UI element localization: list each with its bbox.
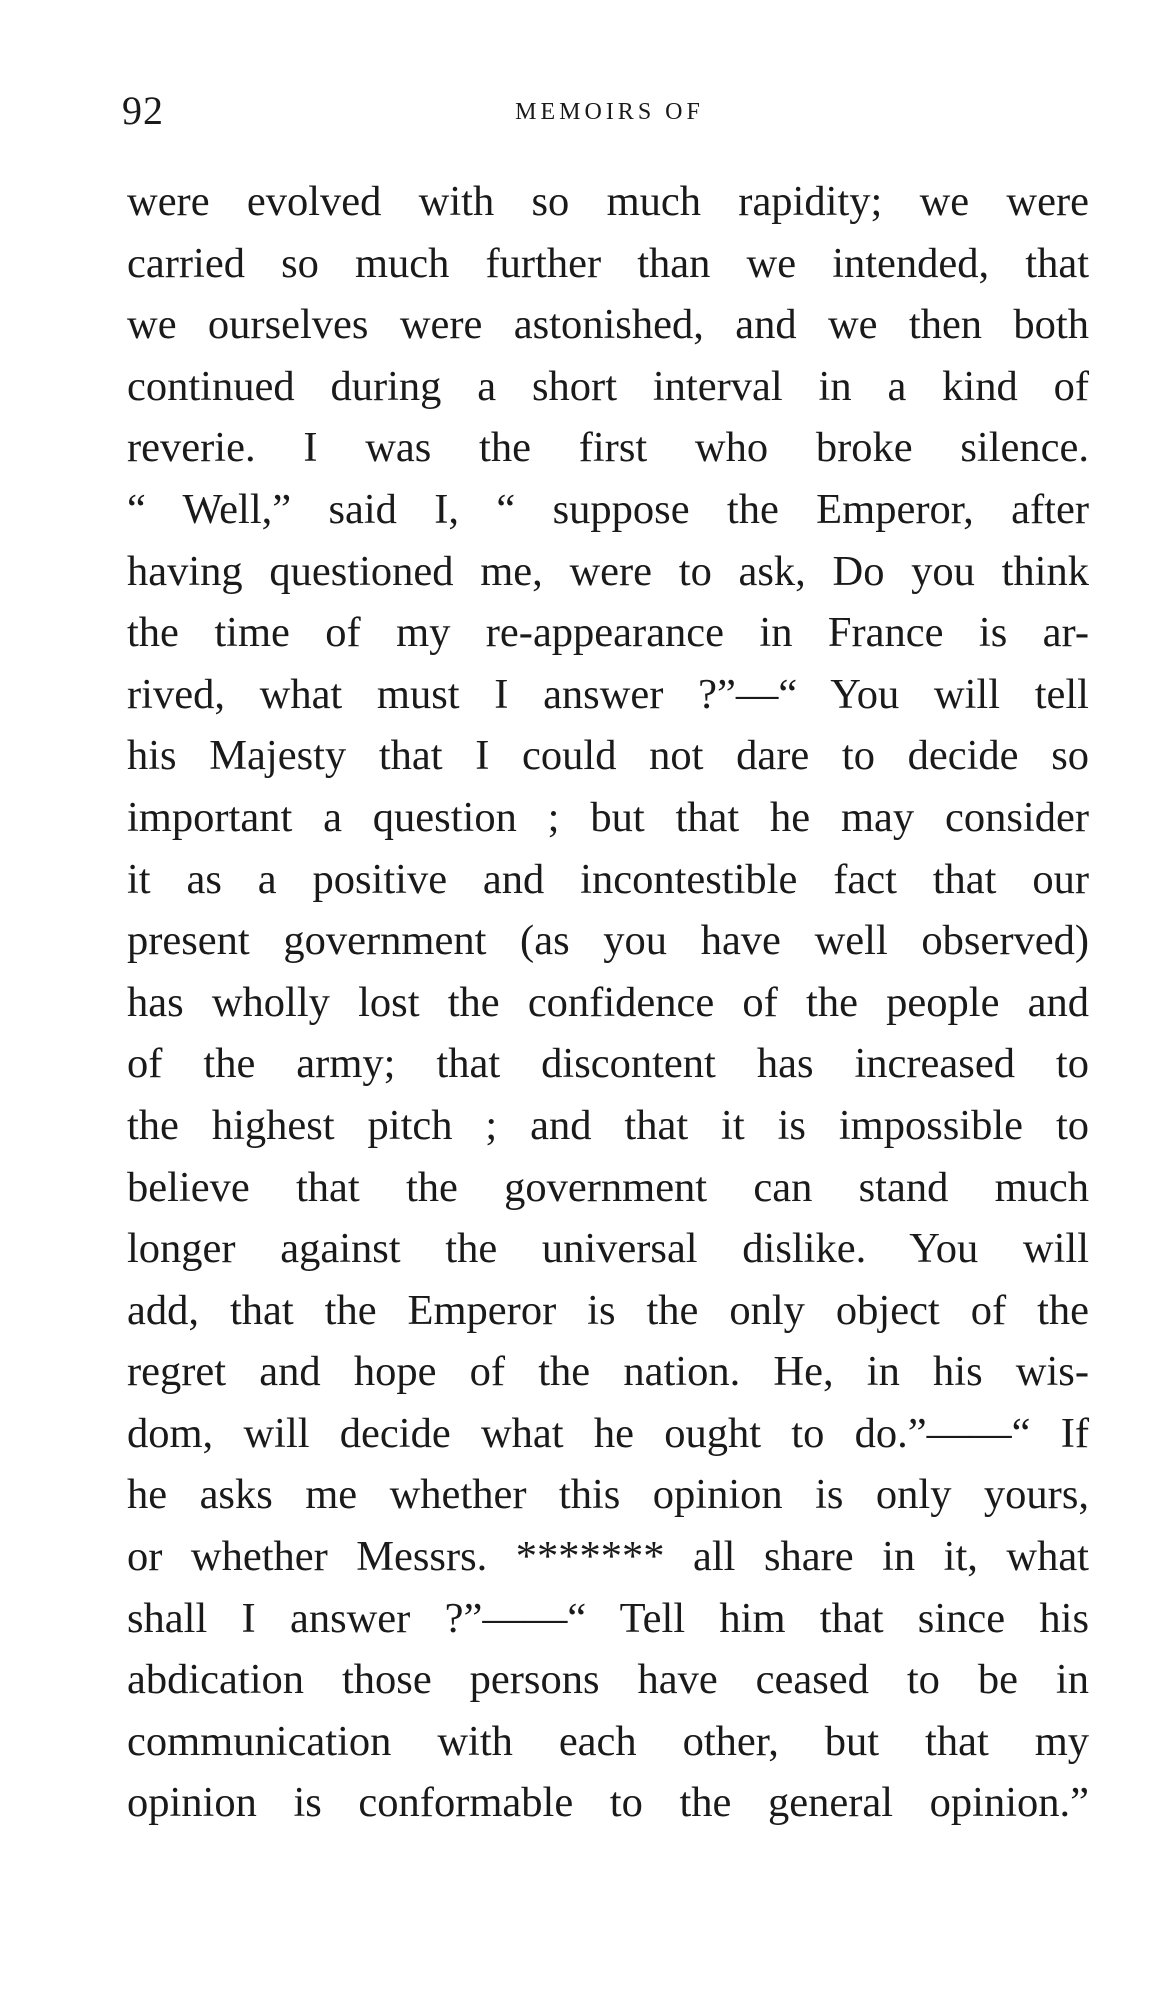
text-line: rived, what must I answer ?”—“ You will tell: [127, 670, 1089, 718]
body-text: [127, 171, 1089, 1834]
text-line: it as a positive and incontestible fact that our: [127, 855, 1089, 903]
text-line: opinion is conformable to the general opinion.”: [127, 1779, 1089, 1827]
text-line: continued during a short interval in a kind of: [127, 362, 1089, 410]
text-line: regret and hope of the nation. He, in his wis-: [127, 1348, 1089, 1396]
text-line: important a question ; but that he may consider: [127, 793, 1089, 841]
text-line: longer against the universal dislike. You will: [127, 1225, 1089, 1273]
text-line: the time of my re-appearance in France is ar-: [127, 609, 1089, 657]
text-line: were evolved with so much rapidity; we were: [127, 178, 1089, 225]
text-line: dom, will decide what he ought to do.”——“ If: [127, 1409, 1089, 1457]
text-line: his Majesty that I could not dare to decide so: [127, 732, 1089, 780]
text-line: abdication those persons have ceased to be in: [127, 1656, 1089, 1704]
text-line: he asks me whether this opinion is only yours,: [127, 1471, 1089, 1519]
text-line: or whether Messrs. ******* all share in it, what: [127, 1533, 1089, 1581]
page-number: 92: [122, 88, 164, 133]
text-line: of the army; that discontent has increased to: [127, 1040, 1089, 1088]
text-line: believe that the government can stand much: [127, 1163, 1089, 1211]
text-line: add, that the Emperor is the only object of the: [127, 1286, 1089, 1334]
text-line: “ Well,” said I, “ suppose the Emperor, after: [127, 485, 1089, 533]
text-line: we ourselves were astonished, and we then both: [127, 301, 1089, 349]
text-line: present government (as you have well observed): [127, 917, 1089, 965]
text-line: has wholly lost the confidence of the people and: [127, 978, 1089, 1026]
text-line: communication with each other, but that my: [127, 1717, 1089, 1765]
running-header: [122, 86, 1097, 136]
text-line: reverie. I was the first who broke silence.: [127, 424, 1089, 472]
text-line: having questioned me, were to ask, Do you think: [127, 547, 1089, 595]
running-title: MEMOIRS OF: [515, 99, 704, 125]
text-line: shall I answer ?”——“ Tell him that since his: [127, 1594, 1089, 1642]
text-line: carried so much further than we intended, that: [127, 239, 1089, 287]
text-line: the highest pitch ; and that it is impossible to: [127, 1101, 1089, 1149]
